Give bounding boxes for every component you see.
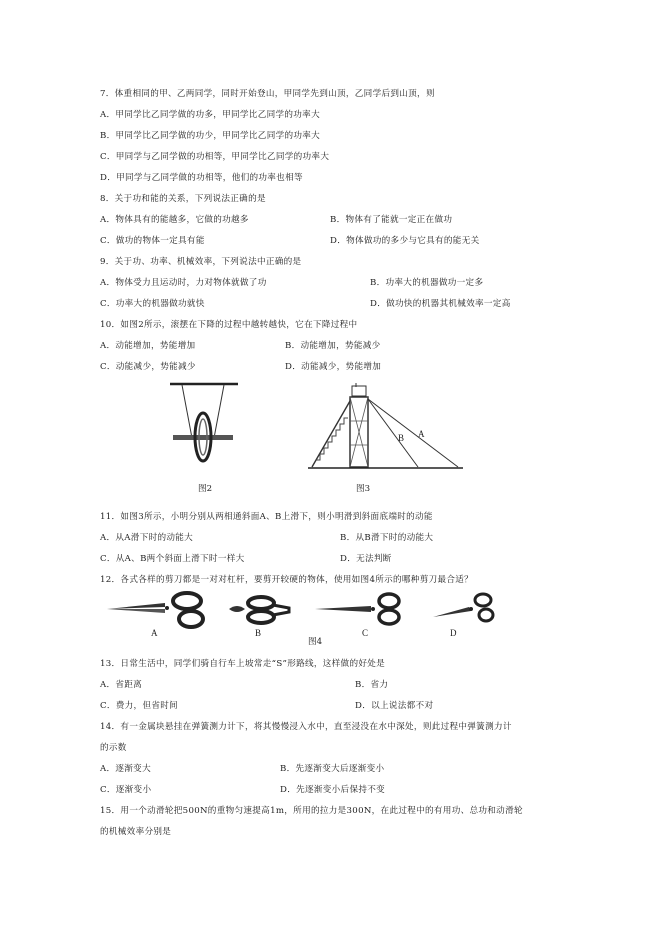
q10-option-d: D．动能减少，势能增加 <box>285 362 382 372</box>
q8-option-a: A．物体具有的能越多，它做的功越多 <box>100 215 249 225</box>
q9-option-d: D．做功快的机器其机械效率一定高 <box>370 299 511 309</box>
q14-option-a: A．逐渐变大 <box>100 764 151 774</box>
q14-option-c: C．逐渐变小 <box>100 785 152 795</box>
q14-option-d: D．先逐渐变小后保持不变 <box>280 785 386 795</box>
q10-option-b: B．动能增加，势能减少 <box>285 341 381 351</box>
q14-stem-line2: 的示数 <box>100 743 127 753</box>
q7-option-c: C．甲同学与乙同学做的功相等，甲同学比乙同学的功率大 <box>100 152 330 162</box>
figure-2-maxwell-wheel <box>168 380 243 475</box>
q9-stem: 9．关于功、功率、机械效率，下列说法中正确的是 <box>100 257 302 267</box>
q11-option-d: D．无法判断 <box>340 554 392 564</box>
figure-3-caption: 图3 <box>356 484 371 494</box>
q14-option-b: B．先逐渐变大后逐渐变小 <box>280 764 385 774</box>
slides-drawing <box>308 383 463 473</box>
scissors-b-icon <box>227 595 292 627</box>
q7-stem: 7．体重相同的甲、乙两同学，同时开始登山，甲同学先到山顶，乙同学后到山顶，则 <box>100 89 435 99</box>
scissors-d-icon <box>431 591 496 627</box>
q10-option-c: C．动能减少，势能减少 <box>100 362 196 372</box>
q11-option-b: B．从B滑下时的动能大 <box>340 533 434 543</box>
q11-option-c: C．从A、B两个斜面上滑下时一样大 <box>100 554 245 564</box>
scissors-a-label: A <box>151 628 158 638</box>
scissors-c-icon <box>313 592 413 626</box>
q14-stem-line1: 14．有一金属块悬挂在弹簧测力计下，将其慢慢浸入水中，直至浸没在水中深处，则此过程中弹簧测力计 <box>100 722 512 732</box>
q9-option-c: C．功率大的机器做功就快 <box>100 299 205 309</box>
scissors-b-label: B <box>255 628 262 638</box>
q12-stem: 12．各式各样的剪刀都是一对对杠杆，要剪开较硬的物体，使用如图4所示的哪种剪刀最合适？ <box>100 575 474 585</box>
q11-option-a: A．从A滑下时的动能大 <box>100 533 194 543</box>
q7-option-b: B．甲同学比乙同学做的功少，甲同学比乙同学的功率大 <box>100 131 321 141</box>
q13-option-c: C．费力，但省时间 <box>100 701 179 711</box>
figure-4-caption: 图4 <box>308 637 323 647</box>
q8-option-b: B．物体有了能就一定正在做功 <box>330 215 453 225</box>
scissors-d-label: D <box>450 628 457 638</box>
q13-option-a: A．省距离 <box>100 680 143 690</box>
figure-2-caption: 图2 <box>198 484 213 494</box>
q15-stem-line2: 的机械效率分别是 <box>100 827 172 837</box>
q8-option-d: D．物体做功的多少与它具有的能无关 <box>330 236 480 246</box>
scissors-c-label: C <box>362 628 369 638</box>
scissors-a-icon <box>105 591 210 631</box>
maxwell-wheel-drawing <box>168 380 243 475</box>
q13-stem: 13．日常生活中，同学们骑自行车上坡常走“S”形路线，这样做的好处是 <box>100 659 386 669</box>
q9-option-a: A．物体受力且运动时，力对物体就做了功 <box>100 278 267 288</box>
q9-option-b: B．功率大的机器做功一定多 <box>370 278 484 288</box>
q7-option-d: D．甲同学与乙同学做的功相等，他们的功率也相等 <box>100 173 303 183</box>
q8-stem: 8．关于功和能的关系，下列说法正确的是 <box>100 194 266 204</box>
slide-b-label: B <box>398 433 405 443</box>
q15-stem-line1: 15．用一个动滑轮把500N的重物匀速提高1m，所用的拉力是300N，在此过程中的有用功、总功和动滑轮 <box>100 806 523 816</box>
q10-option-a: A．动能增加，势能增加 <box>100 341 196 351</box>
q13-option-b: B．省力 <box>355 680 389 690</box>
q10-stem: 10．如图2所示，滚摆在下降的过程中越转越快，它在下降过程中 <box>100 320 358 330</box>
q7-option-a: A．甲同学比乙同学做的功多，甲同学比乙同学的功率大 <box>100 110 320 120</box>
q13-option-d: D．以上说法都不对 <box>355 701 434 711</box>
q11-stem: 11．如图3所示，小明分别从两相通斜面A、B上滑下，则小明滑到斜面底端时的动能 <box>100 512 433 522</box>
q8-option-c: C．做功的物体一定具有能 <box>100 236 205 246</box>
figure-3-slides <box>308 383 463 473</box>
slide-a-label: A <box>418 429 425 439</box>
